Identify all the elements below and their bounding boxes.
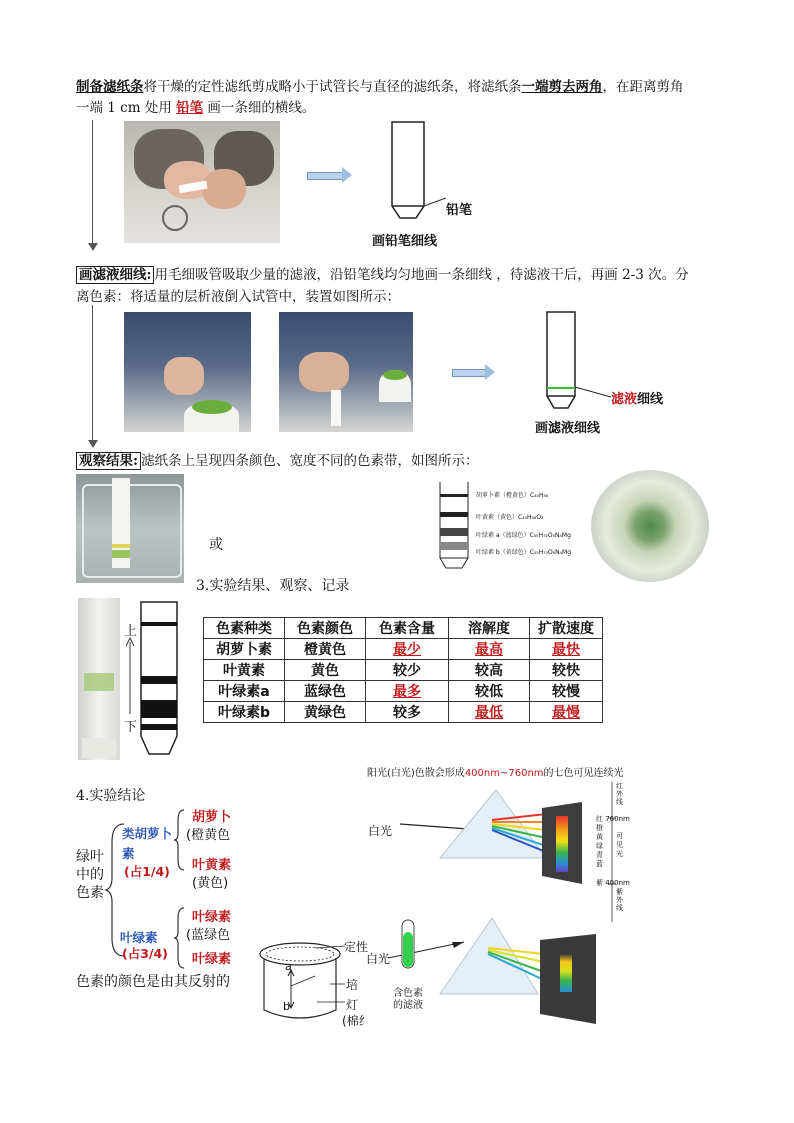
beaker-label-dish: 培	[346, 978, 359, 992]
photo-strip	[78, 598, 120, 760]
tree-group2-share: (占3/4)	[122, 946, 168, 961]
table-header: 色素含量	[366, 618, 449, 639]
beaker-diagram	[255, 940, 347, 1026]
prism1-visible: 可见光	[616, 832, 623, 858]
para2-line2: 离色素：将适量的层析液倒入试管中，装置如图所示：	[76, 289, 400, 305]
strip-diagram-pencil	[388, 118, 428, 224]
arrow-right-1	[307, 172, 345, 180]
prism1-colors: 橙黄绿青蓝	[596, 824, 603, 868]
prism2-tube-label: 含色素 的滤液	[393, 988, 423, 1011]
band-label-chlorophyll-b: 叶绿素 b（黄绿色）C₅₅H₇₀O₆N₄Mg	[476, 549, 572, 556]
filtrate-pointer	[575, 385, 611, 399]
beaker-label-b: b	[283, 1000, 290, 1013]
section4-heading: 4.实验结论	[76, 788, 146, 804]
band-label-chlorophyll-a: 叶绿素 a（蓝绿色）C₅₅H₇₂O₅N₄Mg	[476, 532, 571, 539]
filtrate-label: 滤液细线	[611, 392, 664, 407]
tree-item-chlorophyll-a-color: (蓝绿色	[186, 928, 231, 943]
pigment-table	[203, 617, 603, 723]
strip-up-arrow	[124, 636, 136, 716]
tree-item-xanthophyll-color: (黄色)	[192, 876, 229, 891]
pencil-label: 铅笔	[446, 203, 473, 218]
strip-top-label: 上	[124, 624, 138, 639]
prism1-diagram	[396, 780, 606, 890]
table-header: 溶解度	[449, 618, 530, 639]
arrow-right-2	[452, 369, 488, 377]
fig2-caption: 画滤液细线	[535, 421, 601, 436]
table-row: 叶绿素a 蓝绿色 最多 较低 较慢	[204, 681, 603, 702]
table-header: 色素种类	[204, 618, 285, 639]
tree-brace-2	[172, 906, 186, 970]
strip-band-diagram	[139, 600, 179, 760]
para2-line1: 画滤液细线: 用毛细吸管吸取少量的滤液，沿铅笔线均匀地画一条细线 ，待滤液干后，再画 2-3 次。分	[76, 265, 689, 285]
photo-drawing-line-1	[124, 312, 251, 432]
para1-line1: 制备滤纸条将干燥的定性滤纸剪成略小于试管长与直径的滤纸条，将滤纸条一端剪去两角，在距离剪角	[76, 79, 684, 95]
table-row: 叶黄素 黄色 较少 较高 较快	[204, 660, 603, 681]
prism1-scale-bar	[608, 782, 616, 922]
table-header-row	[204, 618, 603, 639]
tree-item-carotene: 胡萝卜	[192, 810, 232, 825]
arrowhead-right-2	[485, 364, 495, 380]
blank-pencil: 铅笔	[176, 100, 204, 116]
beaker-label-a: a	[285, 960, 292, 973]
section3-heading: 3.实验结果、观察、记录	[196, 578, 350, 594]
para3-line: 观察结果: 滤纸条上呈现四条颜色、宽度不同的色素带，如图所示：	[76, 451, 478, 471]
prism1-white-light: 白光	[368, 824, 393, 838]
flow-arrow-line-1	[92, 120, 93, 248]
photo-petri-dish	[591, 470, 709, 582]
photo-cutting-paper	[124, 121, 280, 243]
beaker-label-filter: 定性	[344, 940, 369, 954]
prism2-white-light: 白光	[366, 952, 391, 966]
pencil-pointer	[424, 196, 446, 210]
or-text: 或	[209, 537, 223, 553]
tree-group-carotenoids: 类胡萝卜素	[122, 826, 173, 861]
table-row: 叶绿素b 黄绿色 较多 最低 最慢	[204, 702, 603, 723]
para3-label: 观察结果:	[76, 452, 141, 470]
tree-group1-share: (占1/4)	[124, 864, 170, 879]
band-strip-diagram	[437, 480, 471, 572]
tree-item-chlorophyll-a: 叶绿素	[192, 910, 232, 925]
tree-item-chlorophyll-b: 叶绿素	[192, 952, 232, 967]
table-header: 色素颜色	[285, 618, 366, 639]
para1-line2: 一端 1 cm 处用 铅笔 画一条细的横线。	[76, 100, 316, 116]
flow-arrowhead-1	[88, 243, 98, 251]
tree-item-xanthophyll: 叶黄素	[192, 858, 232, 873]
prism1-ir: 红外线	[616, 782, 623, 806]
tree-item-carotene-color: (橙黄色	[186, 828, 231, 843]
table-header: 扩散速度	[530, 618, 603, 639]
beaker-label-cotton: (棉纟	[342, 1014, 371, 1028]
arrowhead-right-1	[342, 167, 352, 183]
tree-group-chlorophyll: 叶绿素	[120, 930, 158, 945]
tree-root: 绿叶中的色素	[76, 849, 104, 901]
beaker-label-wick: 灯	[346, 998, 359, 1012]
prism1-violet400: 紫 400nm	[596, 879, 630, 887]
prism1-uv: 紫外线	[616, 888, 623, 912]
flow-arrow-line-2	[92, 305, 93, 445]
fig1-caption: 画铅笔细线	[372, 234, 438, 249]
prism1-title: 阳光(白光)色散会形成400nm~760nm的七色可见连续光	[367, 768, 624, 779]
tree-brace-1	[172, 808, 186, 872]
last-line: 色素的颜色是由其反射的	[76, 974, 230, 990]
strip-diagram-filtrate	[543, 308, 579, 414]
photo-beaker-result	[76, 474, 184, 583]
table-row: 胡萝卜素 橙黄色 最少 最高 最快	[204, 639, 603, 660]
prism1-red760: 红 760nm	[596, 815, 630, 823]
para2-label: 画滤液细线:	[76, 266, 154, 284]
para1-label: 制备滤纸条	[76, 79, 144, 95]
blank-cut-corners: 一端剪去两角	[521, 79, 603, 95]
band-label-carotene: 胡萝卜素（橙黄色）C₄₀H₅₆	[476, 492, 549, 499]
band-label-xanthophyll: 叶黄素（黄色）C₄₀H₅₆O₂	[476, 514, 544, 521]
flow-arrowhead-2	[88, 440, 98, 448]
strip-bottom-label: 下	[124, 720, 138, 735]
photo-drawing-line-2	[279, 312, 413, 432]
